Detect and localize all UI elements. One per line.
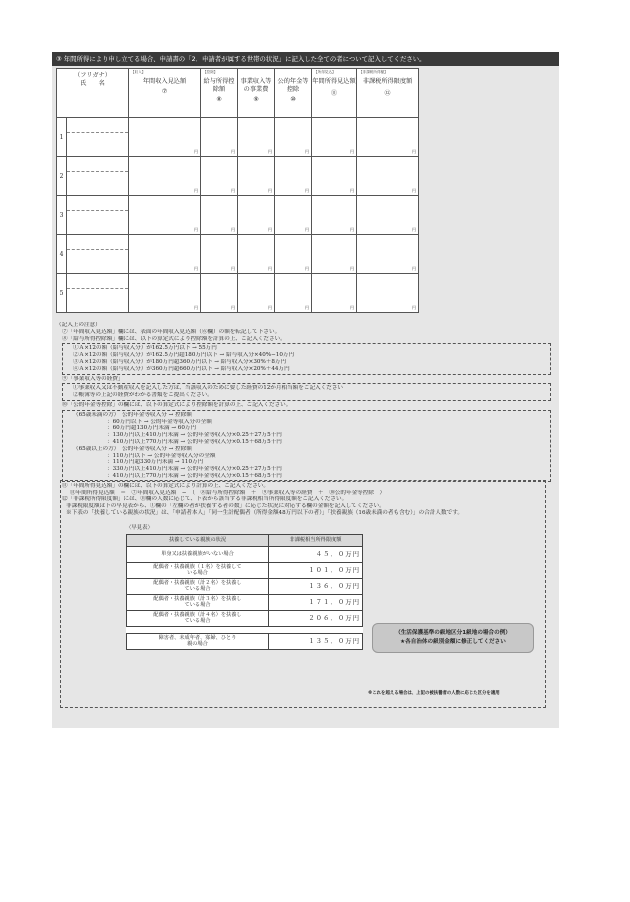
table-row [57, 274, 419, 313]
row-number: 5 [57, 274, 67, 313]
yen-label: 円 [411, 188, 417, 193]
amount-cell[interactable] [129, 157, 201, 196]
furigana-field[interactable] [67, 157, 128, 172]
yen-label: 円 [193, 149, 199, 154]
yen-label: 円 [349, 266, 355, 271]
amount-cell[interactable] [129, 274, 201, 313]
yen-label: 円 [411, 305, 417, 310]
amount-cell[interactable] [357, 274, 419, 313]
amount-cell[interactable] [357, 196, 419, 235]
business-expense-header: 事業収入等の事業費 ⑨ [238, 69, 275, 118]
row-number: 1 [57, 118, 67, 157]
example-callout: （生活保護基準の級地区分1級地の場合の例） ★各自治体の級別金額に修正してください [372, 623, 534, 653]
limit-amount: ２０６．０万円 [269, 610, 363, 626]
table-row [57, 118, 419, 157]
amount-cell[interactable] [129, 196, 201, 235]
amount-cell[interactable] [275, 196, 312, 235]
yen-label: 円 [193, 227, 199, 232]
table-row [57, 196, 419, 235]
yen-label: 円 [267, 266, 273, 271]
dependent-status: 配偶者・扶養親族（計３名）を扶養している場合 [127, 594, 269, 610]
section-header: ③ 年間所得により申し立てる場合、申請書の「2．申請者が属する世帯の状況」に記入した全ての者について記入してください。 [52, 52, 559, 66]
yen-label: 円 [193, 305, 199, 310]
notes-section: （記入上の注意） ⑦「年間収入見込額」欄には、表面の年間収入見込額（⑥欄）の額を転記して下さい。 ⑧「給与所得控除額」欄には、以下の算定式により控除額を計算の上、ご記入ください。 ①Ａ×12の額（給与収入分）が162.5万円以下 → 55万円 ②Ａ×12の額（給与収入分）が162.5万円超180万円以下 → 給与収入分×40%−10万円 ③Ａ×12の額（給与収入分）が180万円超360万円以下 → 給与収入分×30%＋8万円 ④Ａ×12の額（給与収入分）が360万円超660万円以下 → 給与収入分×20%＋44万円 ⑨「事業収入等の経費」 ①事業収入又は不動産収入を記入した方は、当該収入のために要した経費の12か月相当額をご記入ください ②帳簿等の上記の経費がわかる書類をご提出ください。 ⑩「公的年金等控除」の欄には、以下の算定式により控除額を計算の上、ご記入ください。 （65歳未満の方） 公的年金等収入分 → 控除額 ：60万円以下 → 公的年金等収入分の全額 ：60万円超130万円未満 → 60万円 ：130万円以上410万円未満 → 公的年金等収入分×0.25＋27万5千円 ：410万円以上770万円未満 → 公的年金等収入分×0.15＋68万5千円 （65歳以上の方） 公的年金等収入分 → 控除額 ：110万円以下 → 公的年金等収入分の全額 ：110万円超330万円未満 → 110万円 ：330万円以上410万円未満 → 公的年金等収入分×0.25＋27万5千円 ：410万円以上770万円未満 → 公的年金等収入分×0.15＋68万5千円 ⑪「年間所得見込額」の欄には、以下の算定式により計算の上、ご記入ください。 ⑪年間所得見込額 ＝ ⑦年間収入見込額 − （ ⑧給与所得控除額 ＋ ⑨事業収入等の経費 ＋ ⑩公的年金等控除 ） ⑫「非課税所得限度額」には、⑪欄の人数に応じて、下表から該当する非課税相当所得限度額をご記入ください。 非課税限度額は下の早見表から、①欄の「左欄の者が扶養する者の数」に応じた状況に対応する欄の金額を記入してください。 ※下表の「扶養している親族の状況」は、「申請者本人」「同一生計配偶者（所得金額48万円以下の者）」「扶養親族（16歳未満の者も含む）」の合計人数です。 〈早見表〉 扶養している親族の状況 非課税相当所得限度額 単身又は扶養親族がいない場合 ４５．０万円 配偶者・扶養親族（１名）を扶養している場合 １０１．０万円 配偶者・扶養親族（計２名）を扶養している場合 １３６．０万円 配偶者・扶養親族（計３名）を扶養している場合 １７１．０万円 配偶者・扶養親族（計４名）を扶養している場合 ２０６．０万円 障害者、未成年者、寡婦、ひとり親の場合 １３５．０万円 [56, 322, 551, 650]
amount-cell[interactable] [238, 235, 275, 274]
row-number: 4 [57, 235, 67, 274]
name-cell[interactable] [67, 118, 129, 157]
annual-income-header: 【収入】 年間収入見込額 ⑦ [129, 69, 201, 118]
yen-label: 円 [304, 227, 310, 232]
quick-row [127, 594, 363, 610]
yen-label: 円 [411, 266, 417, 271]
name-cell[interactable] [67, 196, 129, 235]
name-cell[interactable] [67, 157, 129, 196]
salary-deduction-header: 【控除】 給与所得控除額 ⑧ [201, 69, 238, 118]
furigana-field[interactable] [67, 196, 128, 211]
special-amount: １３５．０万円 [269, 633, 363, 649]
nontax-limit-header: 【非課税所得額】 非課税所得限度額 ⑫ [357, 69, 419, 118]
quick-row [127, 546, 363, 562]
dependent-status: 配偶者・扶養親族（１名）を扶養している場合 [127, 562, 269, 578]
amount-cell[interactable] [312, 235, 357, 274]
amount-cell[interactable] [201, 235, 238, 274]
amount-cell[interactable] [275, 235, 312, 274]
income-table [56, 68, 419, 313]
yen-label: 円 [304, 266, 310, 271]
amount-cell[interactable] [312, 118, 357, 157]
yen-label: 円 [349, 227, 355, 232]
amount-cell[interactable] [201, 196, 238, 235]
amount-cell[interactable] [357, 157, 419, 196]
yen-label: 円 [349, 188, 355, 193]
special-row [127, 633, 363, 649]
amount-cell[interactable] [201, 274, 238, 313]
special-status: 障害者、未成年者、寡婦、ひとり親の場合 [127, 633, 269, 649]
yen-label: 円 [230, 149, 236, 154]
furigana-field[interactable] [67, 235, 128, 250]
yen-label: 円 [230, 266, 236, 271]
amount-cell[interactable] [312, 274, 357, 313]
yen-label: 円 [230, 188, 236, 193]
expense-box: ①事業収入又は不動産収入を記入した方は、当該収入のために要した経費の12か月相当額をご記入ください ②帳簿等の上記の経費がわかる書類をご提出ください。 [62, 383, 551, 401]
dependent-status: 単身又は扶養親族がいない場合 [127, 546, 269, 562]
amount-cell[interactable] [238, 157, 275, 196]
amount-cell[interactable] [238, 118, 275, 157]
quick-row [127, 578, 363, 594]
yen-label: 円 [193, 188, 199, 193]
limit-amount: １７１．０万円 [269, 594, 363, 610]
amount-cell[interactable] [201, 157, 238, 196]
aside-note: ※これを超える場合は、上記の被扶養者の人数に応じた区分を適用 [368, 691, 500, 696]
name-header: （フリガナ） 氏 名 [57, 69, 129, 118]
pension-deduction-header: 公的年金等控除 ⑩ [275, 69, 312, 118]
quick-row [127, 562, 363, 578]
row-number: 3 [57, 196, 67, 235]
yen-label: 円 [267, 149, 273, 154]
annual-estimated-header: 【所得見込】 年間所得見込額 ⑪ [312, 69, 357, 118]
limit-amount: ４５．０万円 [269, 546, 363, 562]
amount-cell[interactable] [129, 118, 201, 157]
table-row [57, 235, 419, 274]
yen-label: 円 [349, 149, 355, 154]
quick-reference-table [126, 534, 363, 650]
amount-cell[interactable] [238, 274, 275, 313]
yen-label: 円 [230, 305, 236, 310]
amount-cell[interactable] [312, 157, 357, 196]
amount-cell[interactable] [357, 235, 419, 274]
status-col-header: 扶養している親族の状況 [127, 534, 269, 546]
yen-label: 円 [349, 305, 355, 310]
amount-cell[interactable] [201, 118, 238, 157]
limit-amount: １３６．０万円 [269, 578, 363, 594]
yen-label: 円 [267, 305, 273, 310]
dependent-status: 配偶者・扶養親族（計４名）を扶養している場合 [127, 610, 269, 626]
amount-cell[interactable] [275, 274, 312, 313]
yen-label: 円 [411, 227, 417, 232]
amount-cell[interactable] [275, 157, 312, 196]
amount-cell[interactable] [275, 118, 312, 157]
amount-cell[interactable] [238, 196, 275, 235]
yen-label: 円 [267, 188, 273, 193]
furigana-field[interactable] [67, 274, 128, 289]
name-cell[interactable] [67, 274, 129, 313]
yen-label: 円 [411, 149, 417, 154]
yen-label: 円 [230, 227, 236, 232]
furigana-field[interactable] [67, 118, 128, 133]
salary-formula-box: ①Ａ×12の額（給与収入分）が162.5万円以下 → 55万円 ②Ａ×12の額（給与収入分）が162.5万円超180万円以下 → 給与収入分×40%−10万円 ③Ａ×12の額（給与収入分）が180万円超360万円以下 → 給与収入分×30%＋8万円 ④Ａ×12の額（給与収入分）が360万円超660万円以下 → 給与収入分×20%＋44万円 [62, 343, 551, 374]
dependent-status: 配偶者・扶養親族（計２名）を扶養している場合 [127, 578, 269, 594]
yen-label: 円 [304, 188, 310, 193]
yen-label: 円 [267, 227, 273, 232]
row-number: 2 [57, 157, 67, 196]
yen-label: 円 [304, 149, 310, 154]
quick-row [127, 610, 363, 626]
pension-formula-box: （65歳未満の方） 公的年金等収入分 → 控除額 ：60万円以下 → 公的年金等収入分の全額 ：60万円超130万円未満 → 60万円 ：130万円以上410万円未満 → 公的年金等収入分×0.25＋27万5千円 ：410万円以上770万円未満 → 公的年金等収入分×0.15＋68万5千円 （65歳以上の方） 公的年金等収入分 → 控除額 ：110万円以下 → 公的年金等収入分の全額 ：110万円超330万円未満 → 110万円 ：330万円以上410万円未満 → 公的年金等収入分×0.25＋27万5千円 ：410万円以上770万円未満 → 公的年金等収入分×0.15＋68万5千円 [62, 410, 551, 482]
limit-instructions: 非課税限度額は下の早見表から、①欄の「左欄の者が扶養する者の数」に応じた状況に対応する欄の金額を記入してください。 ※下表の「扶養している親族の状況」は、「申請者本人」「同一生計配偶者（所得金額48万円以下の者）」「扶養親族（16歳未満の者も含む）」の合計人数です。 [66, 503, 463, 516]
amount-cell[interactable] [312, 196, 357, 235]
amount-cell[interactable] [357, 118, 419, 157]
name-cell[interactable] [67, 235, 129, 274]
amount-col-header: 非課税相当所得限度額 [269, 534, 363, 546]
yen-label: 円 [193, 266, 199, 271]
table-row [57, 157, 419, 196]
amount-cell[interactable] [129, 235, 201, 274]
limit-amount: １０１．０万円 [269, 562, 363, 578]
yen-label: 円 [304, 305, 310, 310]
